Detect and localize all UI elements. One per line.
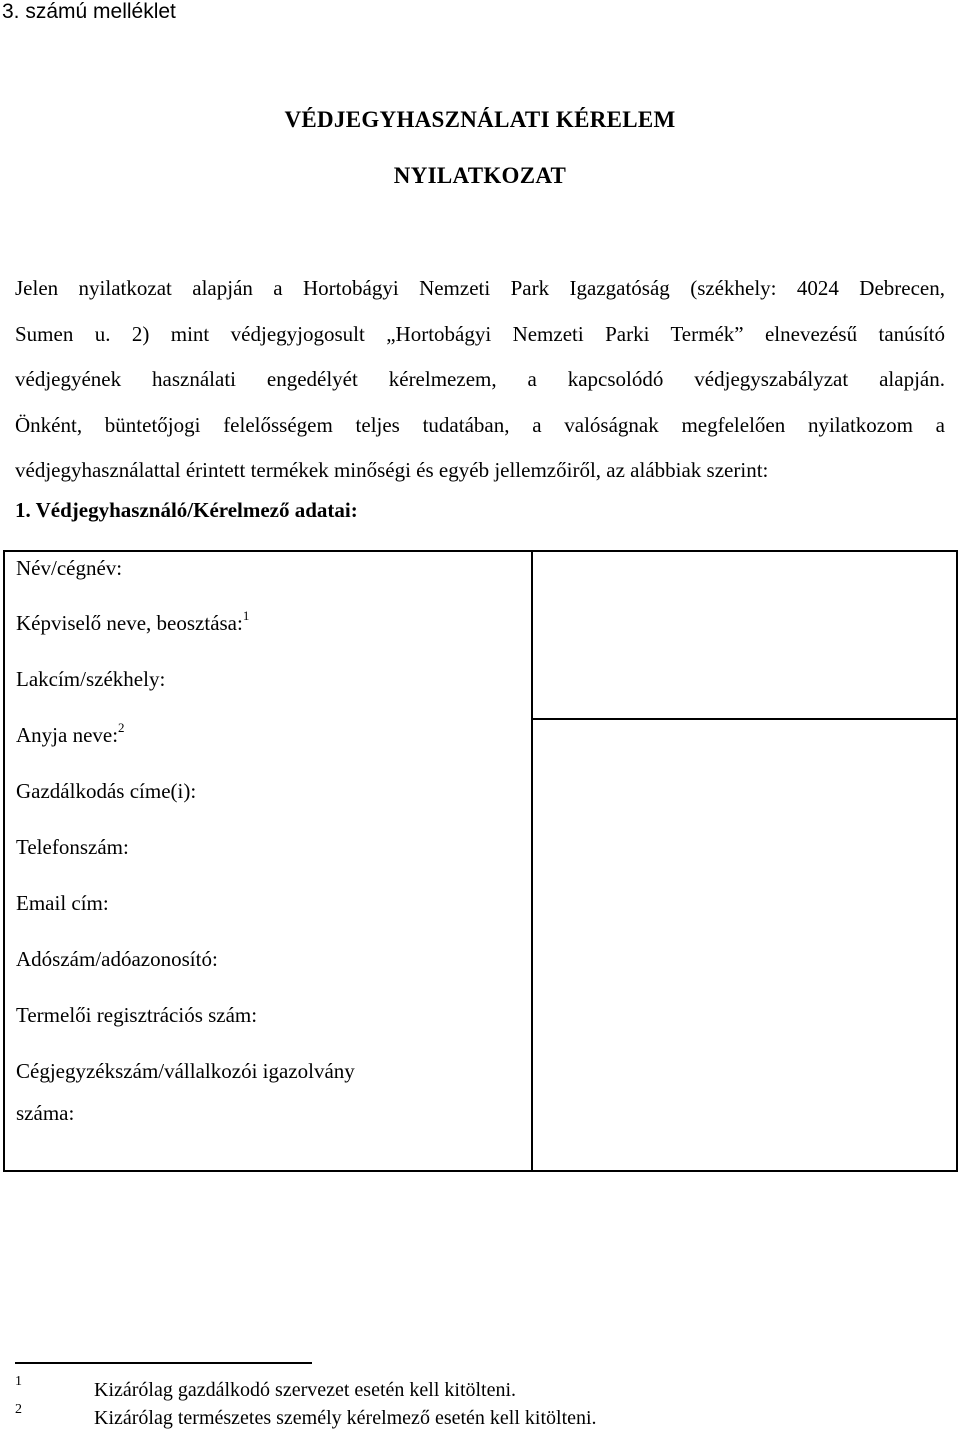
- field-label-cell: [4, 719, 532, 775]
- footnote-number: 2: [15, 1402, 22, 1417]
- field-label: Email cím:: [16, 891, 109, 915]
- section-heading: 1. Védjegyhasználó/Kérelmező adatai:: [15, 498, 358, 522]
- intro-line: Önként, büntetőjogi felelősségem teljes tudatában, a valóságnak megfelelően nyilatkozom a: [15, 412, 945, 437]
- document-subtitle: NYILATKOZAT: [393, 163, 567, 188]
- field-label-cell: [4, 551, 532, 607]
- footnote-number: 1: [15, 1374, 22, 1389]
- field-label-cell: [4, 1055, 532, 1171]
- intro-line: Sumen u. 2) mint védjegyjogosult „Hortobágyi Nemzeti Parki Termék” elnevezésű tanúsító: [15, 321, 945, 346]
- field-label: Termelői regisztrációs szám:: [16, 1003, 258, 1027]
- field-label: Lakcím/székhely:: [16, 667, 166, 691]
- applicant-data-table: [3, 550, 958, 1172]
- details-value-field[interactable]: [532, 719, 957, 1171]
- field-label-cell: [4, 831, 532, 887]
- annex-label: 3. számú melléklet: [2, 0, 176, 23]
- field-label-cell: [4, 999, 532, 1055]
- footnote-text: Kizárólag gazdálkodó szervezet esetén kell kitölteni.: [94, 1379, 517, 1401]
- field-label-cell: [4, 663, 532, 719]
- field-label: Cégjegyzékszám/vállalkozói igazolvány száma:: [16, 1059, 355, 1125]
- field-label: Anyja neve:$^2$: [16, 720, 125, 747]
- field-label: Gazdálkodás címe(i):: [16, 779, 197, 803]
- footnote-separator: [15, 1362, 312, 1364]
- intro-line: védjegyhasználattal érintett termékek minőségi és egyéb jellemzőiről, az alábbiak szerint:: [15, 458, 769, 482]
- field-label-cell: [4, 775, 532, 831]
- field-label-cell: [4, 943, 532, 999]
- document-title: VÉDJEGYHASZNÁLATI KÉRELEM: [284, 107, 676, 132]
- field-label: Képviselő neve, beosztása:$^1$: [16, 608, 250, 635]
- field-label: Név/cégnév:: [16, 556, 123, 580]
- table-row: [4, 719, 957, 775]
- field-label: Telefonszám:: [16, 835, 129, 859]
- name-value-field[interactable]: [532, 551, 957, 719]
- intro-line: Jelen nyilatkozat alapján a Hortobágyi Nemzeti Park Igazgatóság (székhely: 4024 Debrecen,: [15, 276, 945, 300]
- intro-paragraph: [15, 266, 945, 494]
- field-label-cell: [4, 607, 532, 663]
- footnote-text: Kizárólag természetes személy kérelmező esetén kell kitölteni.: [94, 1407, 597, 1429]
- intro-line: védjegyének használati engedélyét kérelmezem, a kapcsolódó védjegyszabályzat alapján.: [15, 367, 945, 391]
- field-label-cell: [4, 887, 532, 943]
- table-row: [4, 551, 957, 607]
- field-label: Adószám/adóazonosító:: [16, 947, 218, 971]
